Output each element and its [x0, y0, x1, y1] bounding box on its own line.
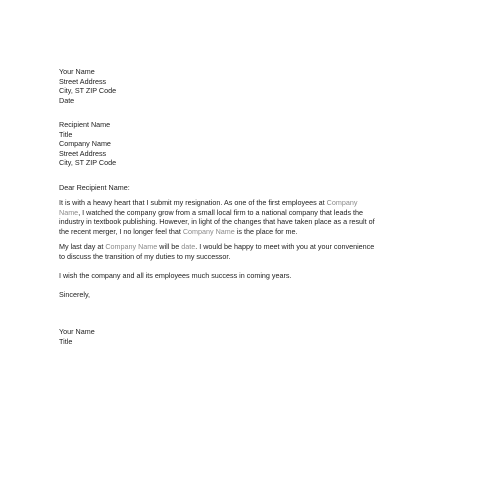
- paragraph-1-text-2b: , I watched the company grow from a small local firm to a national company that leads the: [78, 207, 364, 217]
- date-placeholder: date: [181, 242, 196, 251]
- body-paragraph-2: [59, 242, 442, 261]
- paragraph-1-line-2: [59, 208, 442, 218]
- body-paragraph-3: [59, 271, 442, 281]
- sender-city: City, ST ZIP Code: [59, 86, 117, 96]
- paragraph-2-text-1c: . I would be happy to meet with you at your convenience: [195, 242, 375, 251]
- signature-block: [59, 327, 442, 346]
- recipient-street: Street Address: [59, 148, 107, 158]
- company-name-placeholder: Company Name: [182, 226, 235, 236]
- signature-title: Title: [59, 336, 73, 346]
- signature-name: Your Name: [59, 327, 95, 336]
- recipient-company: Company Name: [59, 139, 111, 149]
- paragraph-1-line-3: industry in textbook publishing. However, in light of the changes that have taken place as a result of: [59, 217, 375, 227]
- paragraph-1-text-1a: It is with a heavy heart that I submit my resignation. As one of the first employees at: [59, 198, 327, 207]
- paragraph-3-line-1: I wish the company and all its employees much success in coming years.: [59, 271, 292, 280]
- paragraph-1-text-4b: is the place for me.: [234, 226, 298, 236]
- sender-address-block: [59, 67, 442, 105]
- company-name-placeholder: Name: [59, 207, 79, 217]
- paragraph-2-line-2: to discuss the transition of my duties to my successor.: [59, 251, 231, 261]
- company-name-placeholder: Company Name: [105, 242, 158, 251]
- company-name-placeholder: Company: [326, 198, 358, 207]
- paragraph-2-text-1a: My last day at: [59, 242, 106, 251]
- paragraph-2-line-1: [59, 242, 442, 252]
- salutation-text: Dear Recipient Name:: [59, 183, 130, 192]
- paragraph-1-line-1: [59, 198, 442, 208]
- recipient-name: Recipient Name: [59, 120, 111, 129]
- closing-text: Sincerely,: [59, 290, 91, 299]
- paragraph-1-line-4: [59, 227, 442, 237]
- body-paragraph-1: [59, 198, 442, 236]
- salutation: [59, 183, 442, 193]
- paragraph-2-text-1b: will be: [157, 242, 182, 251]
- sender-name: Your Name: [59, 67, 95, 76]
- recipient-city: City, ST ZIP Code: [59, 158, 117, 168]
- sender-street: Street Address: [59, 76, 107, 86]
- letter-date: Date: [59, 95, 75, 105]
- recipient-address-block: [59, 120, 442, 168]
- closing: [59, 290, 442, 300]
- recipient-title: Title: [59, 129, 73, 139]
- paragraph-1-text-4a: the recent merger, I no longer feel that: [59, 226, 183, 236]
